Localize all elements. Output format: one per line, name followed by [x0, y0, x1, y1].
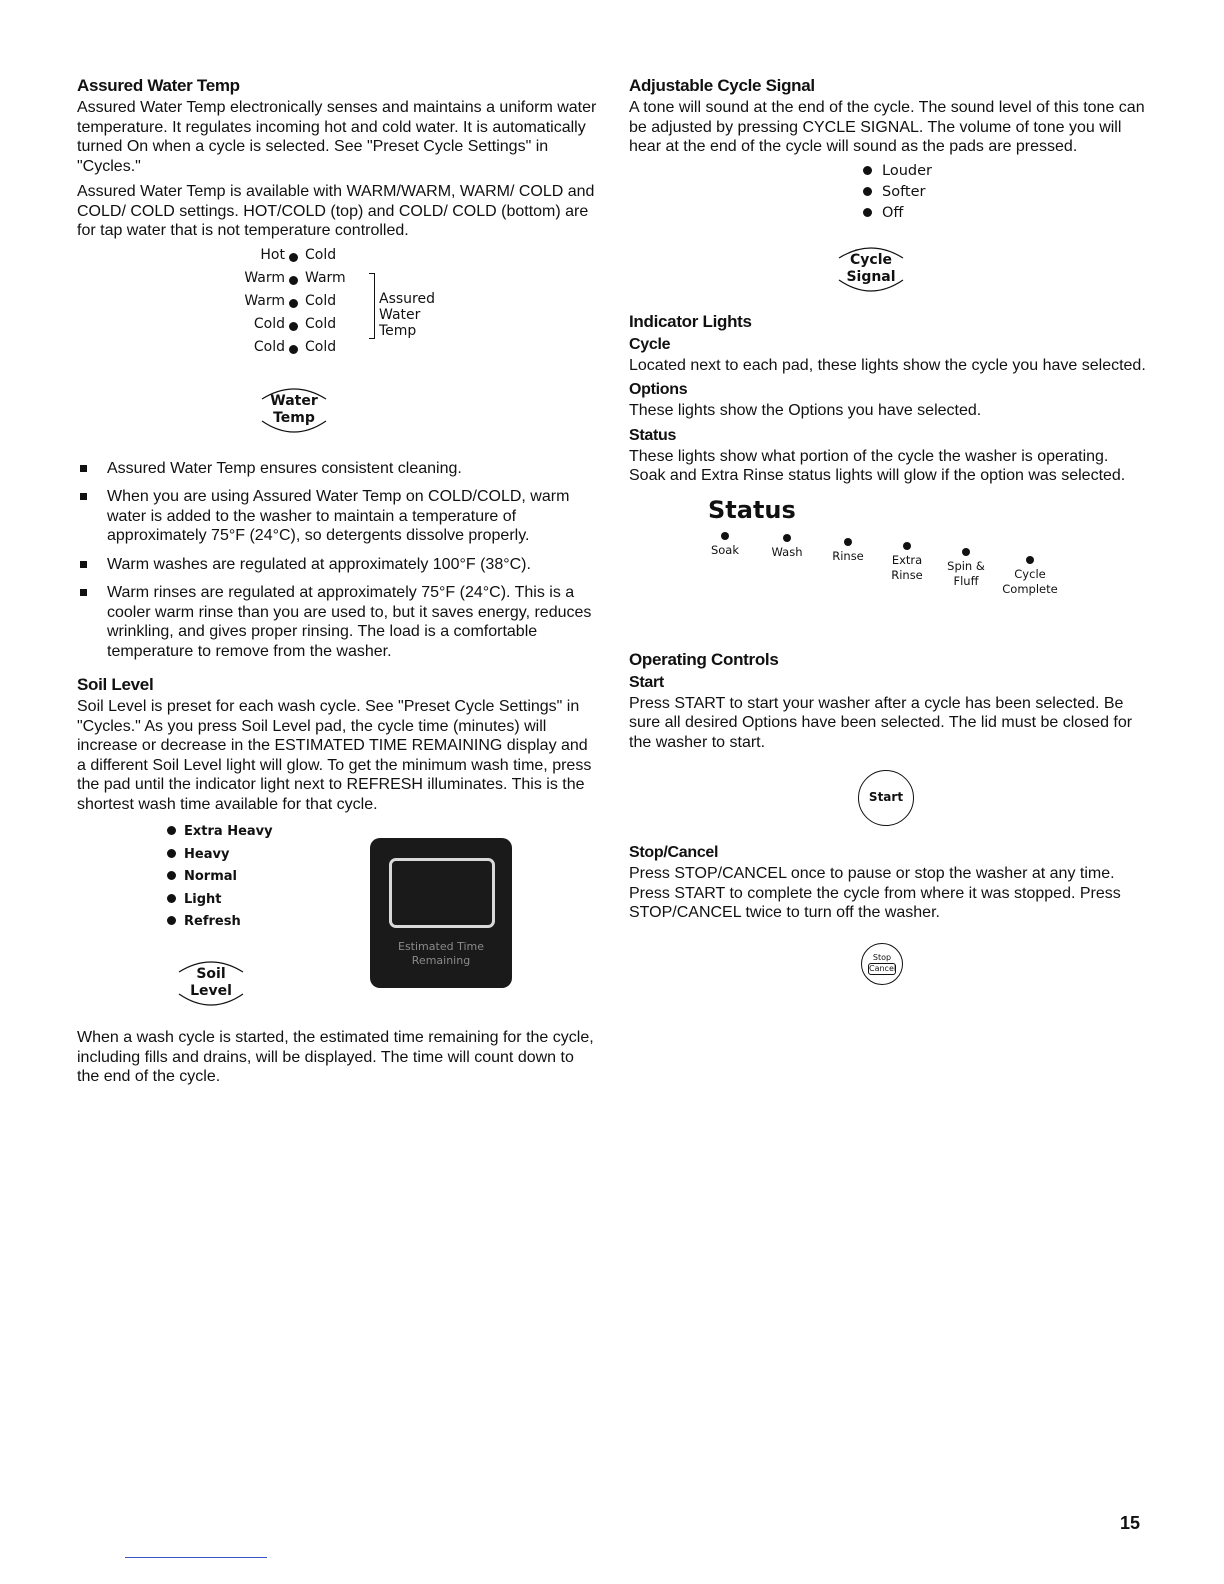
bullet-square-icon — [80, 589, 87, 596]
water-temp-pad[interactable] — [256, 381, 332, 441]
status-panel-title: Status — [708, 495, 796, 524]
display-caption: Estimated Time — [398, 940, 484, 953]
status-lights-text: These lights show what portion of the cycle the washer is operating. Soak and Extra Rinse status lights will glow if the option was selected. — [629, 447, 1126, 484]
indicator-light-icon — [167, 894, 176, 903]
indicator-light-icon — [289, 345, 298, 354]
rinse-temp-label: Cold — [305, 246, 337, 263]
status-light-soak — [695, 532, 755, 558]
cycle-subheading: Cycle — [629, 335, 671, 353]
status-light-rinse — [818, 538, 878, 564]
signal-level-label: Off — [882, 204, 904, 221]
options-lights-text: These lights show the Options you have selected. — [629, 402, 982, 419]
display-screen — [389, 858, 495, 928]
stop-cancel-button-label — [862, 953, 902, 975]
status-light-label: Soak — [710, 542, 740, 557]
bracket-label-line: Assured — [379, 290, 435, 307]
signal-level-label: Louder — [882, 162, 932, 179]
assured-water-temp-label — [379, 291, 435, 339]
soil-level-paragraph-1: Soil Level is preset for each wash cycle. See "Preset Cycle Settings" in "Cycles." As you press Soil Level pad, the cycle time (minutes) will increase or decrease in the ESTIMATED TIME REMAINING display and a different Soil Level light will glow. To get the minimum wash time, press the pad until the indicator light next to REFRESH illuminates. This is the shortest wash time available for that cycle. — [77, 698, 592, 813]
indicator-light-icon — [1026, 556, 1034, 564]
indicator-light-icon — [863, 166, 872, 175]
pad-label: Signal — [846, 268, 896, 285]
bullet-square-icon — [80, 493, 87, 500]
status-light-label: Rinse — [832, 548, 864, 563]
cycle-signal-paragraph: A tone will sound at the end of the cycle. The sound level of this tone can be adjusted by pressing CYCLE SIGNAL. The volume of tone you will hear at the end of the cycle will sound as the pads are pressed. — [629, 99, 1145, 155]
assured-water-temp-paragraph-2: Assured Water Temp is available with WARM/WARM, WARM/ COLD and COLD/ COLD settings. HOT/COLD (top) and COLD/ COLD (bottom) are for tap water that is not temperature controlled. — [77, 183, 595, 239]
wash-temp-label: Cold — [253, 315, 285, 332]
signal-level-item — [863, 163, 1149, 184]
soil-level-paragraph-2: When a wash cycle is started, the estimated time remaining for the cycle, including fills and drains, will be displayed. The time will count down to the end of the cycle. — [77, 1029, 594, 1085]
footer-rule — [125, 1557, 267, 1558]
soil-level-label: Heavy — [184, 846, 230, 862]
display-caption: Remaining — [411, 954, 471, 967]
wash-temp-label: Hot — [260, 246, 285, 263]
soil-level-item — [167, 869, 273, 892]
bullet-text: Warm rinses are regulated at approximately 75°F (24°C). This is a cooler warm rinse than you are used to, but it saves energy, reduces wrinkling, and gives proper rinsing. The load is a comfortable temperature to remove from the washer. — [107, 584, 592, 660]
cancel-label-line: Cancel — [869, 963, 897, 973]
indicator-light-icon — [289, 299, 298, 308]
stop-cancel-button[interactable] — [861, 943, 903, 985]
bullet-square-icon — [80, 465, 87, 472]
bullet-item — [77, 555, 597, 575]
stop-label-line: Stop — [872, 952, 892, 962]
wash-temp-label: Warm — [244, 292, 285, 309]
soil-level-label: Refresh — [184, 914, 241, 930]
bracket-label-line: Water — [379, 306, 421, 323]
rinse-temp-label: Cold — [305, 315, 337, 332]
status-light-label: Extra Rinse — [891, 552, 923, 582]
indicator-light-icon — [289, 322, 298, 331]
stop-cancel-text: Press STOP/CANCEL once to pause or stop the washer at any time. Press START to complete the cycle from where it was stopped. Press STOP/CANCEL twice to turn off the washer. — [629, 865, 1121, 921]
indicator-light-icon — [721, 532, 729, 540]
indicator-light-icon — [962, 548, 970, 556]
bullet-square-icon — [80, 561, 87, 568]
assured-water-temp-heading: Assured Water Temp — [77, 76, 240, 95]
status-light-wash — [757, 534, 817, 560]
rinse-temp-label: Cold — [305, 292, 337, 309]
temp-row — [227, 270, 367, 290]
estimated-time-display — [370, 838, 512, 988]
soil-level-item — [167, 847, 273, 870]
soil-level-label: Extra Heavy — [184, 824, 273, 839]
bullet-item — [77, 583, 597, 661]
right-column — [629, 76, 1149, 997]
start-pad-area — [629, 764, 1149, 834]
indicator-light-icon — [863, 208, 872, 217]
bullet-text: Assured Water Temp ensures consistent cleaning. — [107, 459, 462, 477]
status-light-label: Wash — [771, 544, 803, 559]
soil-level-pad[interactable] — [173, 954, 249, 1014]
bullet-item — [77, 487, 597, 546]
soil-level-label: Light — [184, 891, 222, 907]
rinse-temp-label: Cold — [305, 338, 337, 355]
indicator-light-icon — [167, 916, 176, 925]
status-light-label: Spin & Fluff — [947, 558, 985, 588]
temp-row — [227, 316, 367, 336]
start-button[interactable] — [858, 770, 914, 826]
soil-level-label: Normal — [184, 869, 237, 885]
cycle-signal-pad[interactable] — [833, 240, 909, 300]
soil-level-heading: Soil Level — [77, 675, 154, 694]
soil-level-item — [167, 892, 273, 915]
indicator-light-icon — [167, 849, 176, 858]
pad-label: Water — [270, 392, 318, 409]
assured-water-temp-bullets — [77, 459, 597, 662]
indicator-light-icon — [289, 276, 298, 285]
indicator-light-icon — [863, 187, 872, 196]
signal-level-item — [863, 184, 1149, 205]
status-light-extra-rinse — [877, 542, 937, 583]
status-lights-diagram — [629, 524, 1149, 624]
indicator-light-icon — [783, 534, 791, 542]
indicator-light-icon — [289, 253, 298, 262]
water-temp-diagram — [77, 247, 597, 367]
pad-label: Temp — [273, 409, 315, 426]
assured-water-temp-paragraph-1: Assured Water Temp electronically senses and maintains a uniform water temperature. It regulates incoming hot and cold water. It is automatically turned On when a cycle is selected. See "Preset Cycle Settings" in "Cycles." — [77, 99, 597, 175]
status-light-cycle-complete — [999, 556, 1061, 597]
page-number: 15 — [1120, 1513, 1141, 1533]
temp-row — [227, 339, 367, 359]
indicator-lights-heading: Indicator Lights — [629, 311, 752, 331]
bracket-label-line: Temp — [379, 322, 417, 339]
indicator-light-icon — [167, 871, 176, 880]
temp-row — [227, 293, 367, 313]
start-text: Press START to start your washer after a cycle has been selected. Be sure all desired Options have been selected. The lid must be closed for the washer to start. — [629, 694, 1133, 751]
soil-level-item — [167, 824, 273, 847]
pad-label: Level — [190, 983, 232, 999]
assured-bracket — [369, 273, 375, 339]
status-light-spin-fluff — [937, 548, 995, 589]
wash-temp-label: Cold — [253, 338, 285, 355]
temp-row — [227, 247, 367, 267]
bullet-text: Warm washes are regulated at approximately 100°F (38°C). — [107, 555, 531, 573]
start-button-label: Start — [868, 790, 904, 804]
soil-level-diagram — [77, 820, 597, 1016]
stop-cancel-subheading: Stop/Cancel — [629, 844, 719, 861]
start-subheading: Start — [629, 673, 664, 691]
indicator-light-icon — [167, 826, 176, 835]
bullet-text: When you are using Assured Water Temp on COLD/COLD, warm water is added to the washer to maintain a temperature of approximately 75°F (24°C), so detergents dissolve properly. — [107, 488, 570, 544]
pad-label: Soil — [196, 966, 226, 982]
stop-pad-area — [629, 937, 1149, 997]
cycle-signal-heading: Adjustable Cycle Signal — [629, 76, 815, 95]
pad-label: Cycle — [850, 251, 892, 268]
rinse-temp-label: Warm — [305, 269, 346, 286]
indicator-light-icon — [903, 542, 911, 550]
left-column — [77, 76, 597, 1093]
soil-level-list — [167, 824, 273, 937]
bullet-item — [77, 459, 597, 479]
soil-level-item — [167, 914, 273, 937]
cycle-lights-text: Located next to each pad, these lights show the cycle you have selected. — [629, 356, 1146, 374]
signal-level-label: Softer — [882, 183, 926, 200]
options-subheading: Options — [629, 381, 688, 398]
indicator-light-icon — [844, 538, 852, 546]
signal-level-item — [863, 205, 1149, 226]
status-light-label: Cycle Complete — [1002, 566, 1058, 596]
wash-temp-label: Warm — [244, 269, 285, 286]
cycle-signal-levels — [863, 163, 1149, 226]
status-subheading: Status — [629, 426, 677, 444]
operating-controls-heading: Operating Controls — [629, 649, 779, 669]
